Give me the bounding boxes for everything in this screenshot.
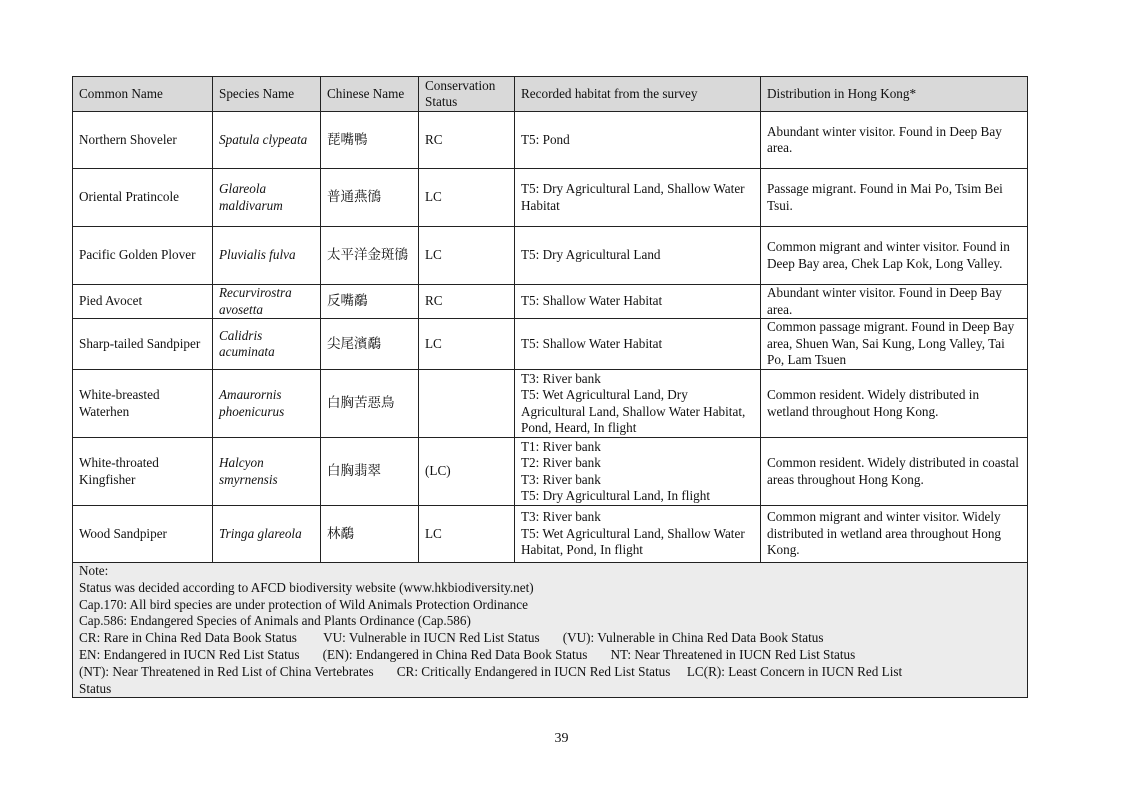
table-row <box>73 227 1028 285</box>
conservation-status-cell: (LC) <box>419 438 515 506</box>
table-row <box>73 169 1028 227</box>
common-name-cell: Pacific Golden Plover <box>73 227 213 285</box>
common-name-cell: White-throated Kingfisher <box>73 438 213 506</box>
conservation-status-cell: LC <box>419 227 515 285</box>
distribution-cell: Common passage migrant. Found in Deep Bay area, Shuen Wan, Sai Kung, Long Valley, Tai Po, Lam Tsuen <box>761 319 1028 370</box>
note-line: Status was decided according to AFCD biodiversity website (www.hkbiodiversity.net) <box>79 579 534 595</box>
common-name-cell: Northern Shoveler <box>73 112 213 169</box>
chinese-name-cell: 白胸苦惡鳥 <box>321 370 419 438</box>
header-species-name: Species Name <box>213 77 321 112</box>
table-row <box>73 285 1028 319</box>
notes-cell <box>73 563 1028 698</box>
species-name-cell: Recurvirostra avosetta <box>213 285 321 319</box>
habitat-cell: T5: Dry Agricultural Land, Shallow Water Habitat <box>515 169 761 227</box>
note-line: Cap.586: Endangered Species of Animals and Plants Ordinance (Cap.586) <box>79 613 471 629</box>
conservation-status-cell: RC <box>419 285 515 319</box>
species-name-cell: Glareola maldivarum <box>213 169 321 227</box>
table-row <box>73 370 1028 438</box>
common-name-cell: Oriental Pratincole <box>73 169 213 227</box>
chinese-name-cell: 白胸翡翠 <box>321 438 419 506</box>
note-heading: Note: <box>79 563 109 578</box>
distribution-cell: Common migrant and winter visitor. Widely distributed in wetland area throughout Hong Kong. <box>761 506 1028 563</box>
note-line: (NT): Near Threatened in Red List of China Vertebrates CR: Critically Endangered in IUCN Red List Status LC(R): Least Concern in IUCN Red List <box>79 663 903 679</box>
header-conservation-status: Conservation Status <box>419 77 515 112</box>
conservation-status-cell: LC <box>419 319 515 370</box>
header-distribution: Distribution in Hong Kong* <box>761 77 1028 112</box>
habitat-cell: T5: Dry Agricultural Land <box>515 227 761 285</box>
species-name-cell: Halcyon smyrnensis <box>213 438 321 506</box>
header-habitat: Recorded habitat from the survey <box>515 77 761 112</box>
conservation-status-cell: RC <box>419 112 515 169</box>
common-name-cell: White-breasted Waterhen <box>73 370 213 438</box>
distribution-cell: Abundant winter visitor. Found in Deep Bay area. <box>761 112 1028 169</box>
distribution-cell: Common resident. Widely distributed in wetland throughout Hong Kong. <box>761 370 1028 438</box>
note-line: EN: Endangered in IUCN Red List Status (EN): Endangered in China Red Data Book Status NT: Near Threatened in IUCN Red List Status <box>79 646 856 662</box>
table-row <box>73 506 1028 563</box>
species-name-cell: Pluvialis fulva <box>213 227 321 285</box>
conservation-status-cell: LC <box>419 506 515 563</box>
distribution-cell: Common resident. Widely distributed in coastal areas throughout Hong Kong. <box>761 438 1028 506</box>
table-row <box>73 438 1028 506</box>
chinese-name-cell: 太平洋金斑鴴 <box>321 227 419 285</box>
note-line: Cap.170: All bird species are under protection of Wild Animals Protection Ordinance <box>79 596 528 612</box>
note-line: Status <box>79 680 112 696</box>
notes-row <box>73 563 1028 698</box>
species-name-cell: Spatula clypeata <box>213 112 321 169</box>
conservation-status-cell <box>419 370 515 438</box>
habitat-cell: T1: River bank T2: River bank T3: River bank T5: Dry Agricultural Land, In flight <box>515 438 761 506</box>
habitat-cell: T5: Shallow Water Habitat <box>515 319 761 370</box>
habitat-cell: T3: River bank T5: Wet Agricultural Land, Dry Agricultural Land, Shallow Water Habitat, Pond, Heard, In flight <box>515 370 761 438</box>
note-line: CR: Rare in China Red Data Book Status VU: Vulnerable in IUCN Red List Status (VU): Vulnerable in China Red Data Book Status <box>79 630 824 646</box>
table-row <box>73 112 1028 169</box>
common-name-cell: Sharp-tailed Sandpiper <box>73 319 213 370</box>
conservation-status-cell: LC <box>419 169 515 227</box>
species-name-cell: Calidris acuminata <box>213 319 321 370</box>
table-header-row <box>73 77 1028 112</box>
distribution-cell: Abundant winter visitor. Found in Deep Bay area. <box>761 285 1028 319</box>
header-common-name: Common Name <box>73 77 213 112</box>
species-name-cell: Amaurornis phoenicurus <box>213 370 321 438</box>
distribution-cell: Passage migrant. Found in Mai Po, Tsim Bei Tsui. <box>761 169 1028 227</box>
common-name-cell: Pied Avocet <box>73 285 213 319</box>
chinese-name-cell: 普通燕鴴 <box>321 169 419 227</box>
habitat-cell: T5: Shallow Water Habitat <box>515 285 761 319</box>
species-table <box>72 76 1028 698</box>
common-name-cell: Wood Sandpiper <box>73 506 213 563</box>
chinese-name-cell: 林鷸 <box>321 506 419 563</box>
table-row <box>73 319 1028 370</box>
chinese-name-cell: 反嘴鷸 <box>321 285 419 319</box>
page-number: 39 <box>554 731 569 746</box>
distribution-cell: Common migrant and winter visitor. Found in Deep Bay area, Chek Lap Kok, Long Valley. <box>761 227 1028 285</box>
chinese-name-cell: 琵嘴鴨 <box>321 112 419 169</box>
habitat-cell: T5: Pond <box>515 112 761 169</box>
habitat-cell: T3: River bank T5: Wet Agricultural Land, Shallow Water Habitat, Pond, In flight <box>515 506 761 563</box>
chinese-name-cell: 尖尾濱鷸 <box>321 319 419 370</box>
header-chinese-name: Chinese Name <box>321 77 419 112</box>
species-name-cell: Tringa glareola <box>213 506 321 563</box>
